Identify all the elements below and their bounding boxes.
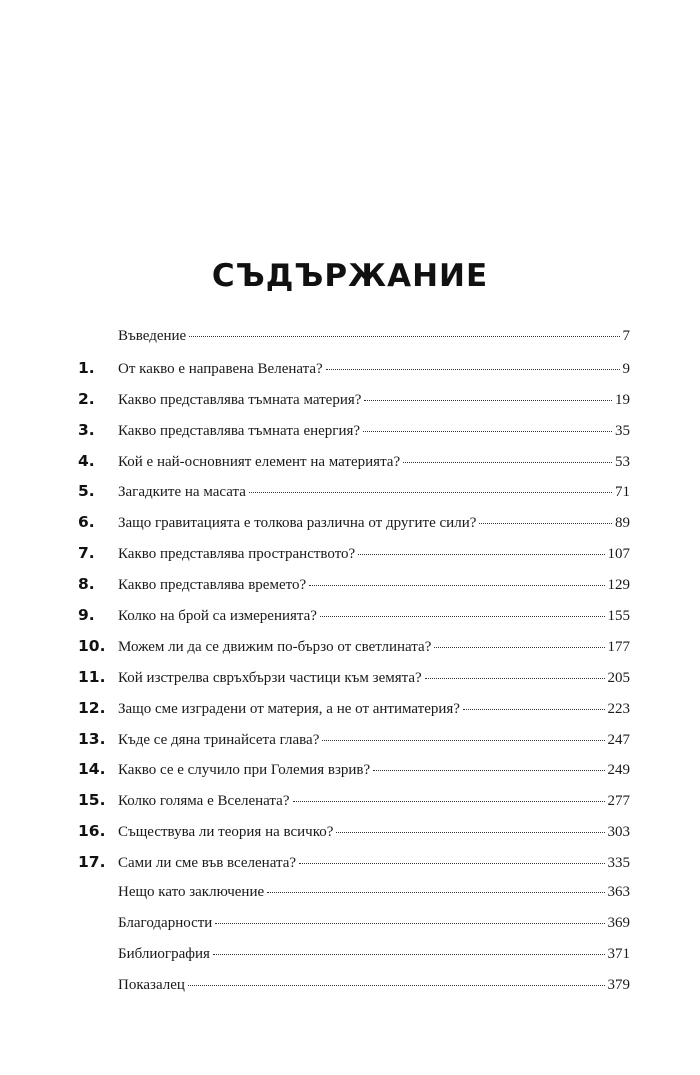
page-number: 223 <box>607 700 630 717</box>
chapter-number: 3. <box>78 420 95 439</box>
chapter-title: Какво се е случило при Големия взрив? <box>118 762 371 779</box>
chapter-number: 5. <box>78 482 95 501</box>
chapter-title: Къде се дяна тринайсета глава? <box>118 731 320 748</box>
chapter-title: Библиография <box>118 945 210 962</box>
dot-leader <box>215 923 604 924</box>
chapter-title: Кой изстрелва свръхбързи частици към земята? <box>118 669 422 686</box>
page-number: 35 <box>615 422 630 439</box>
chapter-title: Благодарности <box>118 914 213 931</box>
chapter-number: 17. <box>78 853 106 872</box>
chapter-title: Въведение <box>118 328 187 344</box>
toc-entry <box>78 328 630 359</box>
page-number: 129 <box>607 577 630 594</box>
page-number: 177 <box>607 638 630 655</box>
dot-leader <box>364 400 612 401</box>
chapter-title: Какво представлява пространството? <box>118 546 356 563</box>
chapter-number: 15. <box>78 791 106 810</box>
page-number: 335 <box>607 855 630 872</box>
page-number: 363 <box>607 884 630 901</box>
dot-leader <box>358 554 604 555</box>
chapter-number: 11. <box>78 667 106 686</box>
toc-entry <box>78 513 630 544</box>
chapter-title: Загадките на масата <box>118 484 246 501</box>
chapter-title: Кой е най-основният елемент на материята? <box>118 453 401 470</box>
page-number: 107 <box>607 546 630 563</box>
page-number: 371 <box>607 945 630 962</box>
chapter-title: Нещо като заключение <box>118 884 265 901</box>
dot-leader <box>320 616 605 617</box>
toc-entry <box>78 853 630 884</box>
chapter-title: Колко на брой са измеренията? <box>118 608 317 625</box>
dot-leader <box>336 832 604 833</box>
toc-entry <box>78 791 630 822</box>
chapter-number: 2. <box>78 389 95 408</box>
toc-entry <box>78 575 630 606</box>
page-title: СЪДЪРЖАНИЕ <box>211 258 489 294</box>
page-number: 249 <box>607 762 630 779</box>
chapter-title: Колко голяма е Вселената? <box>118 793 290 810</box>
chapter-number: 16. <box>78 822 106 841</box>
dot-leader <box>299 863 604 864</box>
dot-leader <box>479 523 612 524</box>
dot-leader <box>213 954 605 955</box>
dot-leader <box>463 709 605 710</box>
toc-entry <box>78 421 630 452</box>
page-number: 155 <box>607 608 630 625</box>
toc-entry <box>78 822 630 853</box>
page-number: 369 <box>607 914 630 931</box>
dot-leader <box>403 462 612 463</box>
chapter-title: Какво представлява тъмната енергия? <box>118 422 361 439</box>
page-number: 71 <box>615 484 630 501</box>
toc-entry <box>78 730 630 761</box>
chapter-number: 7. <box>78 544 95 563</box>
toc-entry <box>78 637 630 668</box>
toc-entry <box>78 606 630 637</box>
toc-entry <box>78 390 630 421</box>
chapter-number: 12. <box>78 698 106 717</box>
page-number: 205 <box>607 669 630 686</box>
table-of-contents <box>78 328 630 1008</box>
chapter-title: Какво представлява времето? <box>118 577 307 594</box>
chapter-number: 9. <box>78 606 95 625</box>
page-number: 19 <box>615 391 630 408</box>
page-number: 53 <box>615 453 630 470</box>
dot-leader <box>434 647 604 648</box>
toc-entry <box>78 359 630 390</box>
toc-entry <box>78 668 630 699</box>
toc-entry <box>78 946 630 977</box>
toc-entry <box>78 452 630 483</box>
page-number: 89 <box>615 515 630 532</box>
chapter-number: 6. <box>78 513 95 532</box>
page-number: 277 <box>607 793 630 810</box>
toc-entry <box>78 482 630 513</box>
dot-leader <box>309 585 604 586</box>
chapter-number: 4. <box>78 451 95 470</box>
dot-leader <box>373 770 604 771</box>
page-number: 247 <box>607 731 630 748</box>
dot-leader <box>293 801 605 802</box>
toc-entry <box>78 760 630 791</box>
chapter-title: Защо гравитацията е толкова различна от другите сили? <box>118 515 477 532</box>
page-number: 303 <box>607 824 630 841</box>
dot-leader <box>188 985 605 986</box>
toc-entry <box>78 544 630 575</box>
page-number: 9 <box>622 360 630 377</box>
chapter-title: От какво е направена Велената? <box>118 360 323 377</box>
dot-leader <box>326 369 620 370</box>
dot-leader <box>363 431 612 432</box>
chapter-title: Защо сме изградени от материя, а не от антиматерия? <box>118 700 460 717</box>
chapter-title: Какво представлява тъмната материя? <box>118 391 362 408</box>
page-number: 379 <box>607 976 630 993</box>
page-number: 7 <box>622 328 630 344</box>
chapter-title: Сами ли сме във вселената? <box>118 855 297 872</box>
chapter-number: 8. <box>78 575 95 594</box>
toc-entry <box>78 977 630 1008</box>
toc-entry <box>78 884 630 915</box>
dot-leader <box>322 740 604 741</box>
chapter-title: Можем ли да се движим по-бързо от светлината? <box>118 638 432 655</box>
dot-leader <box>425 678 605 679</box>
toc-entry <box>78 699 630 730</box>
dot-leader <box>267 892 604 893</box>
dot-leader <box>189 336 619 337</box>
chapter-number: 14. <box>78 760 106 779</box>
chapter-number: 10. <box>78 636 106 655</box>
chapter-number: 13. <box>78 729 106 748</box>
chapter-title: Съществува ли теория на всичко? <box>118 824 334 841</box>
chapter-title: Показалец <box>118 976 185 993</box>
toc-entry <box>78 915 630 946</box>
dot-leader <box>249 492 612 493</box>
chapter-number: 1. <box>78 358 95 377</box>
